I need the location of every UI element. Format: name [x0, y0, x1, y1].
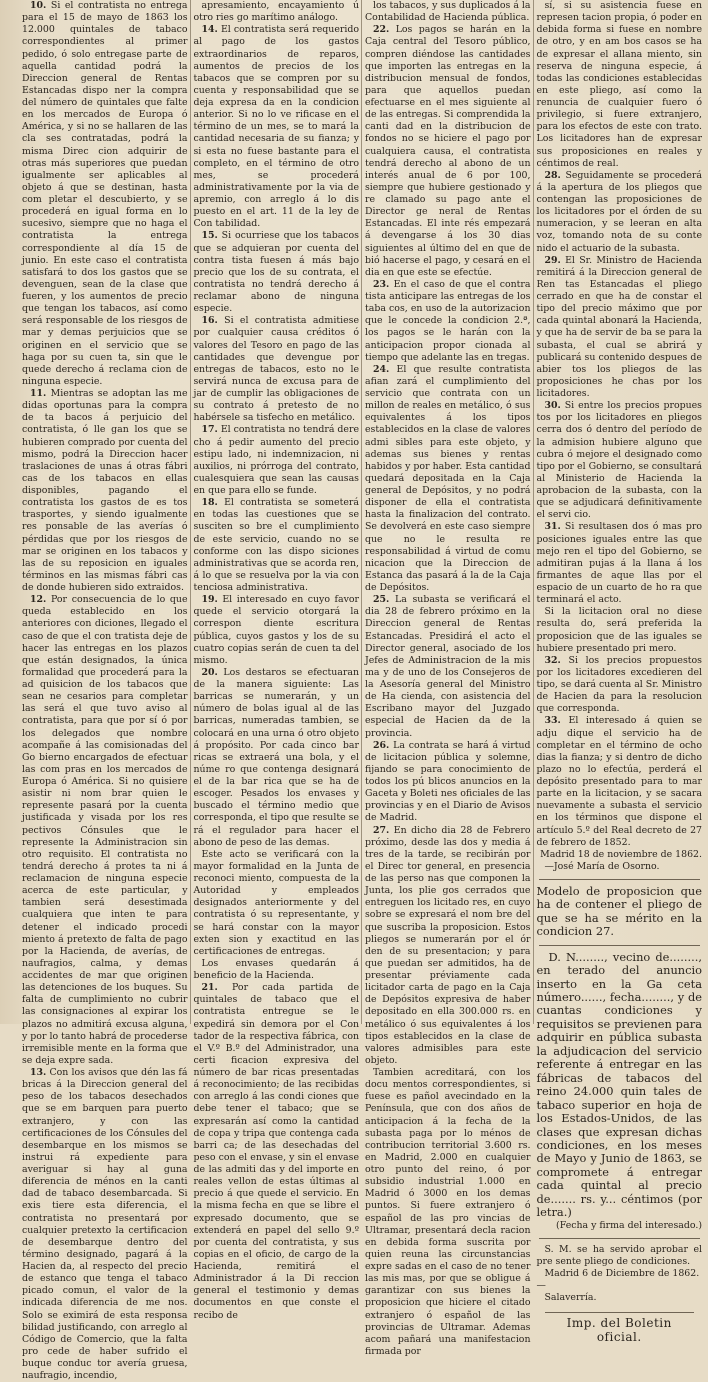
clause-number: 14.: [201, 24, 218, 36]
paragraph: [537, 0, 703, 170]
closing-name: Salaverría.: [544, 1292, 597, 1304]
paragraph: [365, 825, 531, 1068]
clause-text: La contrata se hará á virtud de licitacion pública y solemne, fijando se para conocimiento de todos los pú blicos anuncios en la Gaceta y Boleti nes oficiales de las provincias y en el Diario de Avisos de Madrid.: [365, 739, 531, 824]
text-columns: [22, 0, 702, 1382]
signoff-name: —José María de Osorno.: [544, 860, 660, 872]
clause-number: 27.: [373, 824, 390, 836]
section-divider-2: [539, 945, 701, 946]
clause-text: Seguidamente se procederá á la apertura de los pliegos que contengan las proposiciones de los licitadores por el órden de su numeracion, y se leeran en alta voz, tomando nota de su conte nido el actuario de la subasta.: [536, 169, 702, 254]
column-2: [193, 0, 360, 1321]
clause-text: El interesado á quien se adju dique el servicio ha de completar en el término de ocho dias la fianza; y si dentro de dicho plazo no lo efectúa, perderá el depósito presentado para to mar parte en la licitacion, y se sacara nuevamente a subasta el servicio en los términos que dispone el artículo 5.º del Real decreto de 27 de febrero de 1852.: [536, 715, 702, 848]
section-divider-3: [539, 1238, 701, 1239]
paragraph: [194, 0, 360, 24]
clause-number: 30.: [544, 400, 561, 412]
clause-number: 24.: [373, 363, 390, 375]
column-3-paragraphs: [365, 0, 531, 1358]
paragraph: [365, 0, 531, 24]
clause-text: El contratista se someterá en todas las cuestiones que se susciten so bre el cumplimiento de este servicio, cuando no se conforme con las dispo siciones administrativas que se acorda ren, á lo que se resuelva por la via con tenciosa administrativa.: [193, 497, 359, 593]
clause-text: Si resultasen dos ó mas pro posiciones iguales entre las que mejo ren el tipo del Gobierno, se admitiran pujas á la llana á los firmantes de aque llas por el espacio de un cuarto de ho ra que terminará el acto.: [536, 521, 702, 606]
section-divider: [539, 879, 701, 880]
column-1-paragraphs: [22, 0, 188, 1382]
clause-text: Por cada partida de quintales de tabaco que el contratista entregue se le expedirá sin demora por el Con tador de la respectiva fábrica, con el V.º B.º del Administrador, una certi ficacion expresiva del número de bar ricas presentadas á reconocimiento; de las recibidas con arreglo á las condi ciones que debe tener el tabaco; que se expresarán así como la cantidad de copa y tripa que contenga cada barri ca; de las desechadas del peso con el envase, y sin el envase de las admiti das y del importe en reales vellon de estas últimas al precio á que quede el servicio. En la misma fecha en que se libre el expresado documento, que se extenderá en papel del sello 9.º por cuenta del contratista, y sus copias en el oficio, de cargo de la Hacienda, remitirá el Administrador á la Di reccion general el testimonio y demas documentos en que conste el recibo de: [193, 982, 359, 1321]
paragraph: [537, 521, 703, 606]
paragraph: [537, 715, 703, 848]
paragraph: [537, 655, 703, 716]
clause-text: Este acto se verificará con la mayor formalidad en la Junta de reconoci miento, compuesta de la Autoridad y empleados designados anteriormente y del contratista ó su representante, y se hará constar con la mayor exten sion y exactitud en las certificaciones de entregas.: [193, 848, 359, 957]
paragraph: [194, 849, 360, 958]
clause-number: 15.: [201, 230, 218, 242]
model-heading: Modelo de proposicion que ha de contener el pliego de que se ha se mérito en la condicion 27.: [536, 884, 702, 939]
clause-text: La subasta se verificará el dia 28 de febrero próximo en la Direccion general de Rentas Estancadas. Presidirá el acto el Director general, asociado de los Jefes de Administracion de la mis ma y de uno de los Consejeros de la Asesoría general del Ministro de Ha cienda, con asistencia del Escribano mayor del Juzgado especial de Hacien da de la provincia.: [365, 594, 531, 739]
closing-approval: S. M. se ha servido aprobar el pre sente pliego de condiciones.: [536, 1243, 702, 1267]
clause-number: 16.: [201, 315, 218, 327]
clause-text: apresamiento, encayamiento ú otro ries go marítimo análogo.: [193, 0, 359, 24]
imprint: Imp. del Boletin oficial.: [545, 1312, 695, 1344]
paragraph: [22, 388, 188, 594]
paragraph: [537, 400, 703, 521]
clause-number: 12.: [30, 594, 47, 606]
clause-text: Si los precios propuestos por los licitadores excedieren del tipo, se dará cuenta al Sr. Ministro de Hacien da para la resolucion que corresponda.: [536, 654, 702, 715]
paragraph: [194, 594, 360, 667]
paragraph: [194, 424, 360, 497]
clause-number: 10.: [30, 0, 47, 11]
paragraph: [194, 982, 360, 1322]
clause-number: 21.: [201, 982, 218, 994]
clause-text: El que resulte contratista afian zará el cumplimiento del servicio que contrata con un millon de reales en metálico, ó sus equivalentes á los tipos establecidos en la clase de valores admi sibles para este objeto, y ademas sus bienes y rentas habidos y por haber. Esta cantidad quedará depositada en la Caja general de Depósitos, y no podrá disponer de ella el contratista hasta la finalizacion del contrato. Se devolverá en este caso siempre que no le resulta re responsabilidad á virtud de comu nicacion que la Direccion de Estanca das pasará á la de la Caja de Depósitos.: [365, 363, 531, 593]
paragraph: [365, 1067, 531, 1358]
paragraph: [22, 594, 188, 1067]
paragraph: [194, 230, 360, 315]
clause-text: los tabacos, y sus duplicados á la Contabilidad de Hacienda pública.: [365, 0, 531, 24]
clause-number: 26.: [373, 739, 390, 751]
clause-text: El interesado en cuyo favor quede el servicio otorgará la correspon diente escritura pública, cuyos gastos y los de su cuatro copias serán de cuen ta del mismo.: [193, 594, 359, 666]
clause-number: 32.: [544, 654, 561, 666]
clause-number: 13.: [30, 1067, 47, 1078]
clause-text: Con los avisos que dén las fá bricas á la Direccion general del peso de los tabacos desechados que se em barquen para puerto extranjero, y con las certificaciones de los Cónsules del desembarque en los mismos se instrui rá expediente para averiguar si hay al guna diferencia de ménos en la canti dad de tabaco desembarcada. Si exis tiere esta diferencia, el contratista no presentará por cualquier pretexto la certificacion de desembarque dentro del término designado, pagará á la Hacien da, al respecto del precio de estanco que tenga el tabaco picado comun, el valor de la indicada diferencia de me nos. Solo se eximirá de esta responsa bilidad justificando, con arreglo al Código de Comercio, que la falta pro cede de haber sufrido el buque conduc tor avería gruesa, naufragio, incendio,: [22, 1067, 188, 1382]
paragraph: [365, 364, 531, 594]
paragraph: [365, 740, 531, 825]
paragraph: [365, 279, 531, 364]
clause-text: Tambien acreditará, con los docu mentos correspondientes, si fuese es pañol avecindado en la Península, que con dos años de anticipacion á la fecha de la subasta paga por lo ménos de contribucion territorial 3.600 rs. en Madrid, 2.000 en cualquier otro punto del reino, ó por subsidio industrial 1.000 en Madrid ó 3000 en los demas puntos. Si fuere extranjero ó español de las pro vincias de Ultramar, presentará decla racion en debida forma suscrita por quien reuna las circunstancias expre sadas en el caso de no tener las mis mas, por que se obligue á garantizar con sus bienes la proposicion que hiciere el citado extranjero ó español de las provincias de Ultramar. Ademas acom pañará una manifestacion firmada por: [365, 1067, 531, 1357]
column-1: [22, 0, 188, 1382]
clause-number: 25.: [373, 594, 390, 606]
clause-number: 29.: [544, 254, 561, 266]
column-4: [536, 0, 703, 1345]
paragraph: [194, 315, 360, 424]
clause-number: 23.: [373, 278, 390, 290]
paragraph: [194, 667, 360, 849]
clause-number: 11.: [30, 388, 47, 399]
clause-number: 20.: [201, 666, 218, 678]
column-3: [365, 0, 531, 1357]
clause-number: 17.: [201, 424, 218, 436]
paragraph: [365, 24, 531, 279]
clause-text: Los pagos se harán en la Caja central del Tesoro público, compren diéndose las cantidades que importen las entregas en la distribucion mensual de fondos, para que aquellos puedan efectuarse en el mes siguiente al de las entregas. Si comprendida la canti dad en la distribucion de fondos no se hiciere el pago por cualquiera causa, el contratista tendrá derecho al abono de un interés anual de 6 por 100, siempre que hubiere gestionado y re clamado su pago ante el Director ge neral de Rentas Estancadas. El inte rés empezará á devengarse á los 30 dias siguientes al último del en que de bió hacerse el pago, y cesará en el dia en que este se efectúe.: [365, 24, 531, 278]
clause-text: El contratista no tendrá dere cho á pedir aumento del precio estipu lado, ni indemnizacion, ni auxilios, ni prórroga del contrato, cualesquiera que sean las causas en que para ello se funde.: [193, 424, 360, 496]
clause-text: Si entre los precios propues tos por los licitadores en pliegos cerra dos ó dentro del período de la admision hubiere alguno que cubra ó mejore el designado como tipo por el Gobierno, se consultará al Ministerio de Hacienda la aprobacion de la subasta, con la que se adjudicará definitivamente el servi cio.: [536, 400, 702, 521]
clause-text: En el caso de que el contra tista anticipare las entregas de los taba cos, en uso de la autorizacion que le concede la condicion 2.ª, los pagos se le harán con la anticipacion propor cionada al tiempo que adelante las en tregas.: [365, 278, 531, 363]
paragraph: [22, 1067, 188, 1382]
paragraph: [194, 958, 360, 982]
model-body: D. N........, vecino de........, en terado del anuncio inserto en la Ga ceta número......, fecha........, y de cuantas condiciones y requisitos se previenen para adquirir en pública subasta la adjudicacion del servicio referente á entregar en las fábricas de tabacos del reino 24.000 quin tales de tabaco superior en hoja de los Estados-Unidos, de las clases que expresan dichas condiciones, en los meses de Mayo y Junio de 1863, se compromete á entregar cada quintal al precio de....... rs. y... céntimos (por letra.): [536, 949, 702, 1220]
clause-text: Si el contratista admitiese por cualquier causa créditos ó valores del Tesoro en pago de las cantidades que devengue por entregas de tabacos, esto no le servirá nunca de excusa para de jar de cumplir las obligaciones de su contrato á pretesto de no habérsele sa tisfecho en metálico.: [193, 315, 359, 424]
clause-text: Los destaros se efectuaran de la manera siguiente: Las barricas se numerarán, y un número de bolas igual al de las barricas, numeradas tambien, se colocará en una urna ó otro objeto á propósito. Por cada cinco bar ricas se extraerá una bola, y el núme ro que contenga designará el de la bar rica que se ha de escoger. Pesados los envases y buscado el término medio que corresponda, el tipo que resulte se rá el regulador para hacer el abono de peso de las demas.: [193, 666, 359, 848]
clause-text: Si el contratista no entrega para el 15 de mayo de 1863 los 12.000 quintales de tabaco correspondientes al primer pedido, ó solo entregase parte de aquella cantidad podrá la Direccion general de Rentas Estancadas dispo ner la compra del número de quintales que falte en los mercados de Europa ó América, y si no se hallaren de las cla ses contratadas, podrá la misma Direc cion adquirir de otras más superiores que puedan igualmente ser aplicables al objeto á que se destinan, hasta com pletar el descubierto, y se procederá en igual forma en lo sucesivo, siempre que no haga el contratista la entrega correspondiente al día 15 de junio. En este caso el contratista satisfará to dos los gastos que se devenguen, sean de la clase que fueren, y los aumentos de precio que tengan los tabacos, así como será responsable de los riesgos de mar y demas perjuicios que se originen en el servicio que se haga por su cuen ta, sin que le quede derecho á reclama cion de ninguna especie.: [22, 0, 188, 387]
column-4-paragraphs: [537, 0, 703, 849]
clause-text: El Sr. Ministro de Hacienda remitirá á la Direccion general de Ren tas Estancadas el pliego cerrado en que ha de constar el tipo del precio máximo que por cada quintal abonará la Hacienda, y que ha de servir de ba se para la subasta, el cual se abrirá y publicará su contenido despues de abier tos los pliegos de las proposiciones he chas por los licitadores.: [536, 254, 702, 399]
paragraph: [194, 497, 360, 594]
clause-text: Si la licitacion oral no diese resulta do, será preferida la proposicion que de las iguales se hubiere presentado pri mero.: [536, 606, 702, 654]
paragraph: [537, 255, 703, 401]
clause-text: El contratista será requerido al pago de los gastos extraordinarios de reparos, aumentos de precios de los tabacos que se compren por su cuenta y responsabilidad que se deja expresa da en la condicion anterior. Si no lo ve rificase en el término de un mes, se to mará la cantidad necesaria de su fianza; y si esta no fuese bastante para el completo, en el término de otro mes, se procederá administrativamente por la via de apremio, con arreglo á lo dis puesto en el art. 11 de la ley de Con tabilidad.: [193, 24, 359, 230]
paragraph: [537, 606, 703, 655]
clause-number: 22.: [373, 24, 390, 36]
clause-text: Mientras se adoptan las me didas oportunas para la compra de ta bacos á perjuicio del contratista, ó lle gan los que se hubieren comprado por cuenta del mismo, podrá la Direccion hacer traslaciones de unas á otras fábri cas de los tabacos en ellas disponibles, pagando el contratista los gastos de es tos trasportes, y siendo igualmente res ponsable de las averías ó pérdidas que por los riesgos de mar se originen en los tabacos y las de su reposicion en iguales términos en las mismas fábri cas de donde hubieren sido extraidos.: [22, 388, 188, 593]
signoff-date: Madrid 18 de noviembre de 1862.: [540, 848, 702, 860]
clause-number: 28.: [544, 169, 561, 181]
clause-number: 19.: [201, 594, 218, 606]
clause-text: Por consecuencia de lo que queda establecido en los anteriores con diciones, llegado el caso de que el con tratista deje de hacer las entregas en los plazos que están designados, la única formalidad que procederá para la ad quisicion de los tabacos que sean ne cesarios para completar las será el que tuvo aviso al contratista, para que por sí ó por los delegados que nombre acompañe á las comisionadas del Go bierno encargados de efectuar las com pras en los mercados de Europa ó América. Si no quisiere asistir ni nom brar quien le represente pasará por la cuenta justificada y visada por los res pectivos Cónsules que le represente la Administracion sin otro requisito. El contratista no tendrá derecho á protes ta ni á reclamacion de ninguna especie acerca de este particular, y tambien será desestimada cualquiera que inten te para detener el indicado procedi miento á pretexto de falta de pago por la Hacienda, de averías, de naufragios, calma, y demas accidentes de mar que originen las detenciones de los buques. Su falta de cumplimiento no cubrir las consignaciones al expirar los plazos no admitirá excusa alguna, y por lo tanto habrá de procederse irremisible mente en la forma que se deja expre sada.: [22, 594, 188, 1066]
clause-text: Los envases quedarán á beneficio de la Hacienda.: [193, 957, 359, 981]
closing-date: Madrid 6 de Diciembre de 1862.—: [536, 1268, 700, 1292]
column-2-paragraphs: [194, 0, 360, 1322]
clause-number: 31.: [544, 521, 561, 533]
paragraph: [537, 170, 703, 255]
clause-text: En dicho dia 28 de Febrero próximo, desde las dos y media á tres de la tarde, se recibirán por el Direc tor general, en presencia de las perso nas que componen la Junta, los plie gos cerrados que entreguen los licitado res, en cuyo sobre se expresará el nom bre del que suscriba la proposicion. Estos pliegos se numerarán por el ór den de su presentacion; y para que puedan ser admitidos, ha de presentar préviamente cada licitador carta de pago en la Caja de Depósitos expresiva de haber depositado en ella 300.000 rs. en metálico ó sus equivalentes á los tipos establecidos en la clase de valores admisibles para este objeto.: [365, 824, 531, 1066]
paragraph: [22, 0, 188, 388]
clause-number: 18.: [201, 497, 218, 509]
clause-text: sí, si su asistencia fuese en represen tacion propia, ó poder en debida forma si fuese en nombre de otro, y en am bos casos se ha de expresar el allana miento, sin reserva de ninguna especie, á todas las condiciones establecidas en este pliego, así como la renuncia de cualquier fuero ó privilegio, si fuere extranjero, para los efectos de este con trato. Los licitadores han de expresar sus proposiciones en reales y céntimos de real.: [536, 0, 702, 169]
clause-number: 33.: [544, 715, 561, 727]
paragraph: [194, 24, 360, 230]
paragraph: [365, 594, 531, 740]
clause-text: Si ocurriese que los tabacos que se adquieran por cuenta del contra tista fuesen á más bajo precio que los de su contrata, el contratista no tendrá derecho á reclamar abono de ninguna especie.: [193, 230, 359, 315]
model-signature: (Fecha y firma del interesado.): [556, 1219, 702, 1231]
